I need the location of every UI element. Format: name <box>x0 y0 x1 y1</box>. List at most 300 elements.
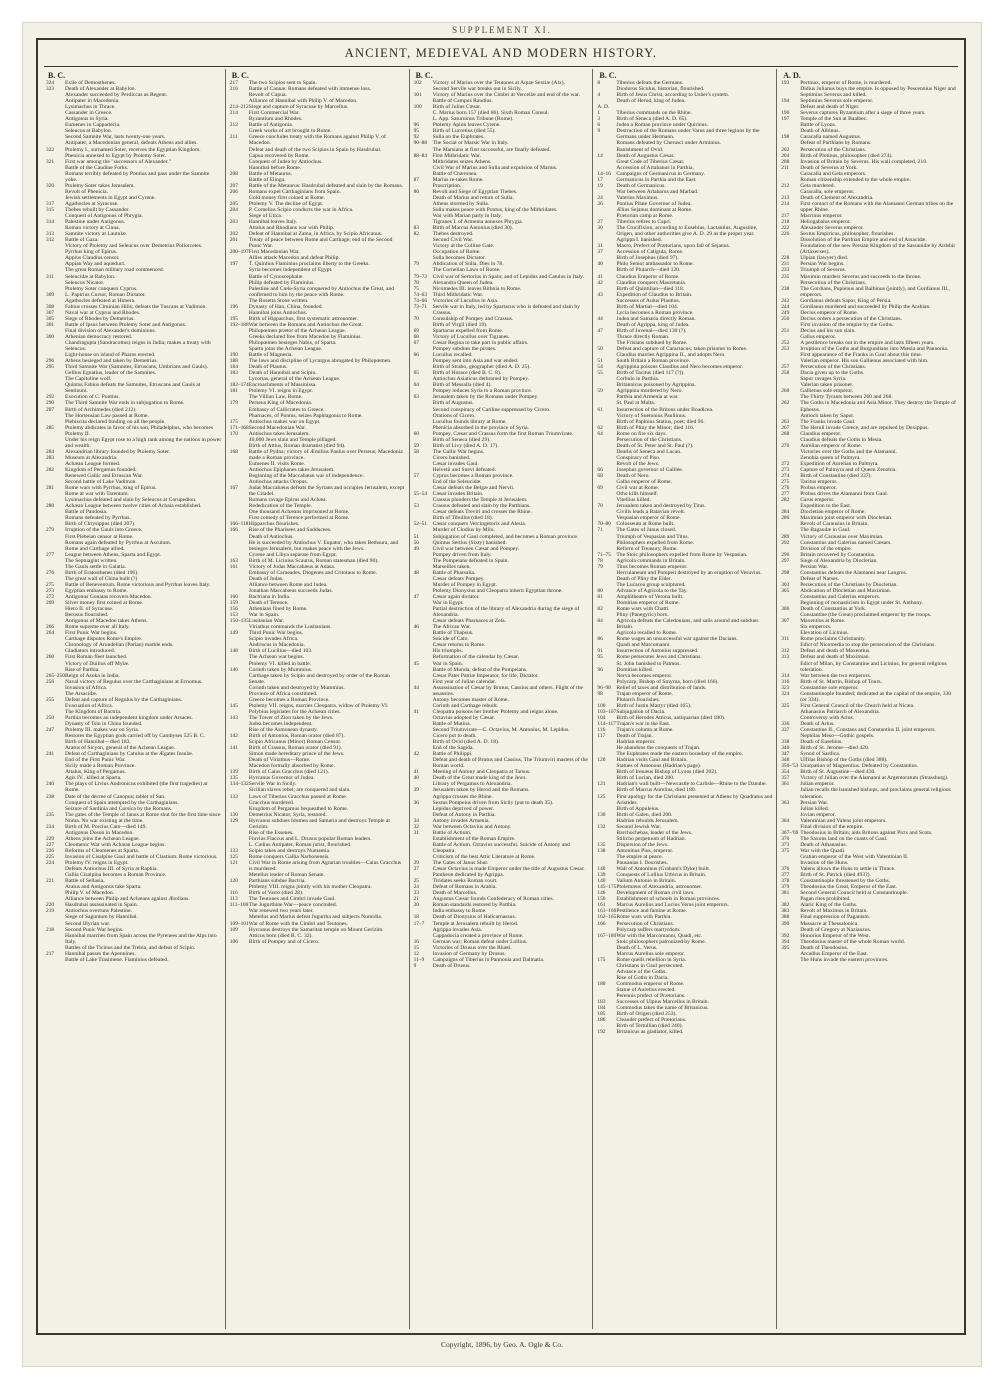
entry-text: Birth of Messalla (died 4). <box>432 382 492 389</box>
entry-year: 192–188 <box>229 321 249 328</box>
entry-text: Dynasty of Tsin in China founded. <box>65 720 143 727</box>
entry-text: Birth of St. Patrick (died 493?). <box>800 872 871 879</box>
entry-year: 265–250 <box>46 672 65 679</box>
entry-text: Barchochebas, leader of the Jews. <box>616 829 693 836</box>
entry-year: 16 <box>413 938 419 945</box>
entry-text: Birth of Marcus Antonius (died 30). <box>432 225 514 232</box>
entry-text: T. Quintius Flaminius proclaims liberty to the Greeks. <box>248 261 370 268</box>
entry-text: The Social or Marsic War in Italy. <box>432 140 509 147</box>
entry-text: Jovian emperor. <box>800 811 836 818</box>
entry-year: 208 <box>229 170 238 177</box>
entry-text: Carthage taken by Scipio and destroyed by order of the Roman Senate. <box>248 672 390 685</box>
entry-text: Constantius and Galerius named Cæsars. <box>800 539 892 546</box>
entry-year: 116 <box>229 890 238 897</box>
entry-text: Successes of Ulpius Marcellus in Britain. <box>616 999 709 1006</box>
entry-year: 146 <box>229 666 238 673</box>
entry-text: Andriscus in Macedonia. <box>248 642 305 649</box>
era-heading: B. C. <box>231 71 249 80</box>
entry-text: The Euphrates made the eastern boundary of the empire. <box>616 751 743 758</box>
entry-year: 324 <box>46 80 55 86</box>
entry-text: Great Code of Tiberius Cæsar. <box>616 158 685 165</box>
entry-text: Agis IV., killed at Sparta. <box>65 775 122 782</box>
entry-text: Athenians fined by Rome. <box>248 606 308 613</box>
entry-text: Suicide of Cato. <box>432 636 469 643</box>
entry-text: Abdication of Sulla. Dies in 78. <box>432 261 504 268</box>
entry-year: 96 <box>597 666 603 673</box>
entry-year: 283 <box>46 454 55 461</box>
entry-year: 82 <box>413 231 419 238</box>
entry-text: Civilis leads a Batavian revolt. <box>616 509 686 516</box>
entry-year: 17 <box>597 176 603 183</box>
entry-text: Persecution of Christians. <box>616 920 675 927</box>
entry-text: Birth of Josephus (died 97). <box>616 255 679 262</box>
entry-year: 312 <box>781 648 790 655</box>
entry-text: Alexander succeeded by Perdiccas as Regent. <box>65 92 168 99</box>
entry-year: 121 <box>597 781 606 788</box>
entry-year: 64 <box>597 430 603 437</box>
entry-text: Cæsar defeats Treviri and crosses the Rhine. <box>432 509 532 516</box>
entry-text: Birth of Tibullus (died 18). <box>432 515 494 522</box>
entry-text: Defeat and capture of Caractacus; taken prisoner to Rome. <box>616 346 748 353</box>
entry-text: First war among the "successors of Alexander." <box>65 158 172 165</box>
entry-year: 106 <box>229 938 238 945</box>
entry-text: Decius and his son slain. <box>800 327 856 334</box>
entry-text: Gallus emperor. <box>800 333 836 340</box>
entry-text: Attalus, King of Pergamus. <box>65 769 126 776</box>
entry-text: Pantheon dedicated by Agrippa. <box>432 872 505 879</box>
entry-year: 219 <box>46 908 55 915</box>
entry-year <box>230 673 249 685</box>
entry-text: Irruption of the Gauls into Greece. <box>65 527 143 534</box>
entry-year: 66 <box>597 467 603 473</box>
entry-year: 212 <box>781 182 790 189</box>
entry-text: Nerva becomes emperor. <box>616 672 673 679</box>
entry-text: He abandons the conquests of Trajan. <box>616 745 701 752</box>
entry-text: First invasion of the empire by the Goths. <box>800 321 894 328</box>
entry-text: Relief of taxes and distribution of lands. <box>616 684 707 691</box>
entry-year <box>781 957 800 963</box>
entry-text: Rome wars with Parthia. <box>616 914 672 921</box>
entry-text: Battle of Cannæ. Romans defeated with immense loss. <box>248 86 372 93</box>
entry-text: The Achæan war begins. <box>248 654 305 661</box>
entry-year: 317 <box>46 200 55 207</box>
entry-text: Caracalla, sole emperor. <box>800 188 855 195</box>
entry-year: 214 <box>229 110 238 117</box>
entry-year: 21 <box>413 896 419 903</box>
entry-text: Constantine (the Great) proclaimed emperor by the troops. <box>800 612 932 619</box>
entry-text: Accession of Artabanus in Parthia. <box>616 164 694 171</box>
entry-text: Foundation of the new Persian Kingdom of the Sassanidæ by Ardshir (Artaxerxes). <box>800 243 956 256</box>
entry-year: 253 <box>781 346 790 353</box>
entry-text: Second Civil War. <box>432 237 474 244</box>
entry-text: Irruption of the Goths and Burgundians into Mœsia and Pannonia. <box>800 346 949 353</box>
entry-year: 316 <box>781 678 790 685</box>
entry-year: 295 <box>46 364 55 371</box>
entry-text: Birth of Origen (died 253). <box>616 1011 677 1018</box>
entry-text: Hannibal before Rome. <box>248 164 302 171</box>
entry-text: Roman standards restored by Parthia. <box>432 902 517 909</box>
entry-text: Roman citizenship extended to the whole empire. <box>800 176 911 183</box>
entry-text: The Frisians subdued by Rome. <box>616 340 688 347</box>
entry-text: Hyrcanus Governor of Judea. <box>248 775 315 782</box>
entry-text: Maximin murders Severus and succeeds to the throne. <box>800 273 922 280</box>
entry-year: 71–75 <box>597 551 611 558</box>
entry-text: Ptolemy III. makes war on Syria. <box>65 727 140 734</box>
entry-text: Constantine sole emperor. <box>800 684 859 691</box>
timeline-entry <box>230 449 406 461</box>
entry-text: Metellus leader of Roman Senate. <box>248 872 325 879</box>
entry-text: Decius orders a persecution of the Christians. <box>800 315 902 322</box>
entry-year: 20 <box>413 902 419 909</box>
entry-year: 251 <box>781 327 790 334</box>
entry-text: Ptolemy Apion leaves Cyrene. <box>432 122 501 129</box>
entry-text: Invasion of Africa. <box>65 684 108 691</box>
entry-text: Jerusalem taken and destroyed by Titus. <box>616 503 706 510</box>
entry-year: 306 <box>781 606 790 613</box>
entry-text: Geta murdered. <box>800 182 835 189</box>
entry-text: Battle of Cynoscephalæ. <box>248 273 304 280</box>
entry-year <box>46 437 65 449</box>
entry-text: Parthia and Armenia at war. <box>616 394 679 401</box>
entry-year: 86 <box>413 188 419 195</box>
entry-year: 130 <box>597 811 606 818</box>
entry-text: Cæsar Pater Patriæ Imperator, for life, Dictator. <box>432 672 539 679</box>
entry-text: Crassus plunders the Temple at Jerusalem. <box>432 497 528 504</box>
entry-text: Battle of Antigonia. <box>248 122 294 129</box>
entry-text: Reformation of the calendar by Cæsar. <box>432 654 519 661</box>
entry-text: Death of Plautus. <box>248 364 288 371</box>
entry-text: Battle of Philippi. <box>432 751 473 758</box>
entry-text: Galba emperor of Rome. <box>616 479 672 486</box>
entry-text: Birth of Tacitus (died 117 (?)). <box>616 370 685 377</box>
entry-text: Arcadius Emperor of the East. <box>800 950 869 957</box>
entry-text: Kingdom of Pergamus founded. <box>65 467 137 473</box>
entry-year: 287 <box>46 406 55 413</box>
entry-year: 188 <box>229 358 238 365</box>
entry-text: Rome wars with Chatti. <box>616 606 670 613</box>
entry-text: Banishment of Ovid. <box>616 146 664 153</box>
entry-text: Occupation of Rome. <box>432 249 481 256</box>
era-heading: B. C. <box>599 71 617 80</box>
entry-year: 41 <box>413 769 419 776</box>
entry-text: The African War. <box>432 624 472 631</box>
timeline-entry <box>781 243 957 255</box>
entry-text: Massacre at Thessalonica. <box>800 920 859 927</box>
entry-year: 153 <box>229 612 238 619</box>
entry-text: Second Macedonian War. <box>248 424 306 431</box>
entry-text: Death of Antiochus. <box>248 533 294 540</box>
entry-year: 159 <box>229 600 238 607</box>
entry-year: 44 <box>597 315 603 322</box>
entry-text: Rome wages an unsuccessful war against the Dacians. <box>616 636 738 643</box>
entry-text: The Gordians, Pupienus and Balbinus (jointly), and Gordianus III., emperors. <box>800 285 950 298</box>
entry-text: Egyptian embassy to Rome. <box>65 587 128 594</box>
entry-text: The gates of the Temple of Janus at Rome shut for the first time since Numa. No war existing at the time. <box>65 811 221 824</box>
entry-year: 145–175 <box>597 884 617 891</box>
entry-text: Victory of Ptolemy and Seleucus over Demetrius Poliorcetes. <box>65 243 203 250</box>
entry-year: 289 <box>781 533 790 540</box>
entry-year: 101 <box>413 92 422 99</box>
entry-text: Museum at Alexandria. <box>65 454 118 461</box>
entry-text: Second conspiracy of Catiline suppressed by Cicero. <box>432 406 551 413</box>
entry-text: Sapor ravages Syria. <box>800 376 847 383</box>
entry-text: War in Spain. <box>248 612 280 619</box>
entry-year: 197 <box>229 261 238 268</box>
entry-text: Jerusalem taken by Herod and the Romans. <box>432 787 530 794</box>
entry-text: Ptolemy VII. reigns, marries Cleopatra, widow of Ptolemy VI. <box>248 702 389 709</box>
entry-text: Rome on fire six days. <box>616 430 667 437</box>
timeline-entry <box>597 128 773 140</box>
entry-text: Birth of Pompey and of Cicero. <box>248 938 320 945</box>
entry-text: Achæan League formed. <box>65 460 121 467</box>
entry-year: 100 <box>597 702 606 709</box>
entry-text: Vespasian emperor of Rome. <box>616 515 682 522</box>
entry-text: Commodus takes the name of Britanicus. <box>616 1005 709 1012</box>
entry-year: 66 <box>413 352 419 359</box>
timeline-entry <box>46 382 222 394</box>
entry-text: Chandragupta (Sandracottus) reigns in India; makes a treaty with Seleucus. <box>65 340 211 353</box>
entry-year: 9 <box>413 962 417 969</box>
entry-year: 42 <box>597 279 603 286</box>
entry-text: Birth of Horace (died B. C. 8). <box>432 370 502 377</box>
entry-text: Theodosius the Great, Emperor of the East. <box>800 884 898 891</box>
entry-year: 208 <box>781 158 790 165</box>
entry-text: India embassy to Rome. <box>432 908 487 915</box>
entry-text: Antiochus takes Jerusalem. <box>248 430 310 437</box>
entry-text: Philo Senior ambassador to Rome. <box>616 261 694 268</box>
timeline-entry <box>414 963 590 969</box>
entry-text: Revolt of Capua. <box>248 92 287 99</box>
entry-text: Persecution of the Christians. <box>800 364 867 371</box>
entry-year: 282 <box>781 497 790 504</box>
entry-text: Cæsar Regina to take part in public affairs. <box>432 340 529 347</box>
entry-text: Death of Gregory at Nazianzus. <box>800 926 872 933</box>
entry-text: The Kingdom of Bactria. <box>65 708 122 715</box>
entry-text: Cæsar invades Britain. <box>432 491 484 498</box>
entry-text: Pliny (Panegyric) born. <box>616 612 669 619</box>
entry-year: 226 <box>46 847 55 854</box>
entry-year: 272 <box>46 593 55 600</box>
entry-year: 180 <box>597 980 606 987</box>
entry-text: Plutarch flourishes. <box>616 696 660 703</box>
entry-text: Embassy of Carneades, Diogenes and Critolaus to Rome. <box>248 569 377 576</box>
entry-text: Agrippa invades Asia. <box>432 926 483 933</box>
entry-year: 167–180 <box>597 932 617 939</box>
entry-text: Battle of Thapsus. <box>432 630 474 637</box>
entry-year: 18 <box>413 914 419 921</box>
entry-text: Maximian joint emperor with Diocletian. <box>800 515 893 522</box>
entry-text: Germanicus in Parthia and the East. <box>616 176 697 183</box>
entry-text: Temple at Jerusalem rebuilt by Herod. <box>432 920 519 927</box>
entry-text: Romans again defeated by Pyrrhus at Asculum. <box>65 539 172 546</box>
entry-year: 324 <box>781 690 790 697</box>
entry-text: Campaigns of Tiberius in Pannonia and Dalmatia. <box>432 956 545 963</box>
entry-text: Triumph of Severus. <box>800 267 847 274</box>
entry-year: 207 <box>229 182 238 189</box>
entry-text: Nicomedes III. leaves Bithnia to Rome. <box>432 285 522 292</box>
entry-text: Antioch taken by Sapor. <box>800 412 855 419</box>
entry-text: Ptolemy VIII. reigns jointly with his mother Cleopatra. <box>248 884 372 891</box>
entry-year: 213 <box>781 194 790 201</box>
entry-text: Cleomenic War with Achæan League begins. <box>65 841 166 848</box>
timeline-entry <box>781 787 957 799</box>
entry-text: The Goths in Macedonia and Asia Minor. They destroy the Temple of Ephesus. <box>800 400 956 413</box>
entry-year: 140 <box>597 866 606 873</box>
entry-text: Rise of Goths in Dacia. <box>616 974 669 981</box>
entry-text: Conquest of Judea by Antiochus. <box>248 158 323 165</box>
entry-text: Ptolemy Soter conquers Cyprus. <box>65 285 138 292</box>
entry-text: Birth of Antonius, Roman orator (died 87). <box>248 733 345 740</box>
entry-text: Achæan League between twelve cities of Achaia established. <box>65 503 202 510</box>
entry-year: 145 <box>229 702 238 709</box>
entry-text: Advance of Agricola to the Tay. <box>616 587 688 594</box>
entry-text: Antigonus in Syria. <box>65 116 109 123</box>
entry-text: Cappadocia created a province of Rome. <box>432 932 524 939</box>
entry-text: Lepidus deprived of power. <box>432 805 495 812</box>
entry-year <box>781 243 800 255</box>
entry-text: War in Egypt. <box>432 600 464 607</box>
entry-text: Dacia given up to the Goths. <box>800 370 865 377</box>
entry-text: Prætorian camp at Rome. <box>616 213 674 220</box>
entry-year: 183 <box>229 370 238 377</box>
entry-text: Pertinax, emperor of Rome, is murdered. <box>800 80 892 86</box>
timeline-entry <box>414 304 590 316</box>
entry-year: 392 <box>781 932 790 939</box>
entry-text: Greece becomes a Roman Province. <box>248 696 330 703</box>
entry-text: Sulla on the Euphrates. <box>432 134 485 141</box>
entry-text: Elevation of Licinius. <box>800 630 849 637</box>
entry-year: A. D. <box>597 104 610 111</box>
entry-text: Defeat of Romans in Arabia. <box>432 884 497 891</box>
entry-year: 149 <box>229 630 238 637</box>
entry-year: 104 <box>597 714 606 721</box>
entry-year <box>46 171 65 183</box>
entry-text: Subjugation of Gaul completed, and becomes a Roman province. <box>432 533 579 540</box>
entry-text: Death of Terence. <box>248 600 289 607</box>
entry-year: 225 <box>46 854 55 860</box>
entry-year: 58 <box>413 448 419 455</box>
entry-year: 43 <box>597 291 603 298</box>
entry-text: Chronology of Arundelian (Parian) marble ends. <box>65 642 174 649</box>
entry-text: Athenian democracy restored. <box>65 333 133 340</box>
entry-year: 244 <box>781 303 790 310</box>
entry-text: Final suppression of Paganism. <box>800 914 871 921</box>
entry-text: Tiberius defeats the Germans. <box>616 80 684 86</box>
entry-text: Herculaneum and Pompeii destroyed by an eruption of Vesuvius. <box>616 569 762 576</box>
entry-text: Death of Dionysius of Halicarnassus. <box>432 914 517 921</box>
entry-year: 82 <box>597 606 603 613</box>
entry-text: Second General Council held at Constantinople. <box>800 890 908 897</box>
entry-text: Demetrius Nicator, Syria, restored. <box>248 811 327 818</box>
entry-text: Death of Viriathus—Rome. <box>248 757 311 764</box>
entry-text: Julian killed. <box>800 805 830 812</box>
entry-text: Birth of Lucian, died 200. <box>616 775 675 782</box>
entry-text: Invasion of the Huns. <box>800 860 849 867</box>
entry-text: Establishment of the Roman Empire. <box>432 835 516 842</box>
entry-text: Aratus and Antigonus take Sparta. <box>65 884 142 891</box>
entry-year: 292 <box>46 394 55 401</box>
entry-text: Civil War in Rome arising from Agrarian troubles—Caius Gracchus is murdered. <box>248 860 402 873</box>
entry-text: Death of Alexander at Babylon. <box>65 86 136 93</box>
entry-text: Sextus Empiricus, philosopher, flourishes. <box>800 231 895 238</box>
entry-text: Hannibal leaves Italy. <box>248 219 298 226</box>
entry-text: Cyrene and Libya separate from Egypt. <box>248 551 338 558</box>
entry-year: 68 <box>597 473 603 480</box>
entry-year: 250 <box>781 315 790 322</box>
entry-year: 279 <box>46 527 55 534</box>
title-divider <box>44 66 958 67</box>
entry-text: The Bagaudæ in Gaul. <box>800 527 851 534</box>
entry-year: 109 <box>229 926 238 933</box>
entry-year: 125 <box>597 793 606 800</box>
entry-year: 79 <box>597 563 603 570</box>
entry-year: 315 <box>46 206 55 213</box>
entry-text: Cæsar again dictator. <box>432 593 480 600</box>
entry-year: 45 <box>413 660 419 667</box>
entry-text: The Stoic philosophers expelled from Rome by Vespasian. <box>616 551 748 558</box>
entry-text: Seleucus Nicator. <box>65 279 105 286</box>
entry-year: 9 <box>597 128 601 135</box>
entry-text: Constantius defeats the Alamanni near Langres. <box>800 569 908 576</box>
entry-year: 258 <box>781 370 790 377</box>
entry-year: 70 <box>597 503 603 510</box>
entry-year: 78 <box>597 557 603 564</box>
entry-year <box>414 606 433 618</box>
entry-text: Birth of Herodes Atticus, antiquarian (died 180). <box>616 714 726 721</box>
entry-text: Scipio takes and destroys Numantia. <box>248 847 331 854</box>
entry-text: Birth of Plotinus, philosopher (died 274). <box>800 152 893 159</box>
timeline-entry <box>46 957 222 963</box>
entry-text: Antipater, a Macedonian general, defeats Athens and allies. <box>65 140 198 147</box>
entry-year: 284 <box>46 448 55 455</box>
entry-text: Lysimachus in Thrace. <box>65 104 116 111</box>
entry-year: 166–118 <box>229 521 249 528</box>
timeline-entry <box>414 757 590 769</box>
entry-year: 240 <box>46 781 55 788</box>
entry-text: Antoninus Pius, emperor. <box>616 847 674 854</box>
entry-year: 44 <box>413 684 419 691</box>
timeline-entry <box>46 425 222 437</box>
entry-year <box>414 842 433 854</box>
entry-year: 201 <box>229 237 238 244</box>
entry-text: Lusitanian War. <box>248 618 284 625</box>
entry-year: 90–88 <box>413 140 428 147</box>
entry-year: 55 <box>597 370 603 377</box>
entry-text: Severus captures Byzantium after a siege of three years. <box>800 110 926 117</box>
entry-text: Agrippa crosses the Rhine. <box>432 793 493 800</box>
entry-text: Gellius Egnatius, leader of the Samnites. <box>65 370 157 377</box>
entry-text: Dissolution of the Parthian Empire and end of Arsacidæ. <box>800 237 927 244</box>
entry-text: Hipparchus flourishes. <box>248 521 300 528</box>
entry-text: Alliance between Philip and Achæans against Ætolians. <box>65 896 190 903</box>
entry-year: 314 <box>781 672 790 679</box>
timeline-entry <box>414 842 590 854</box>
entry-year: 296 <box>781 551 790 558</box>
entry-text: Partial destruction of the library of Alexandria during the siege of Alexandria. <box>432 606 580 619</box>
entry-text: First General Council of the Church held at Nicæa. <box>800 702 915 709</box>
entry-text: Final division of the empire. <box>800 823 864 830</box>
timeline-entry <box>46 340 222 352</box>
entry-year: 113 <box>229 896 238 903</box>
timeline-entry <box>230 818 406 830</box>
entry-text: Birth of Hipparchus, first systematic astronomer. <box>248 315 359 322</box>
entry-year: 25 <box>413 878 419 885</box>
entry-year: 337 <box>781 727 790 734</box>
timeline-entry <box>230 673 406 685</box>
entry-text: Defeat of Antony in Parthia. <box>432 811 496 818</box>
entry-year: 27 <box>413 866 419 873</box>
entry-year: 222 <box>781 225 790 232</box>
